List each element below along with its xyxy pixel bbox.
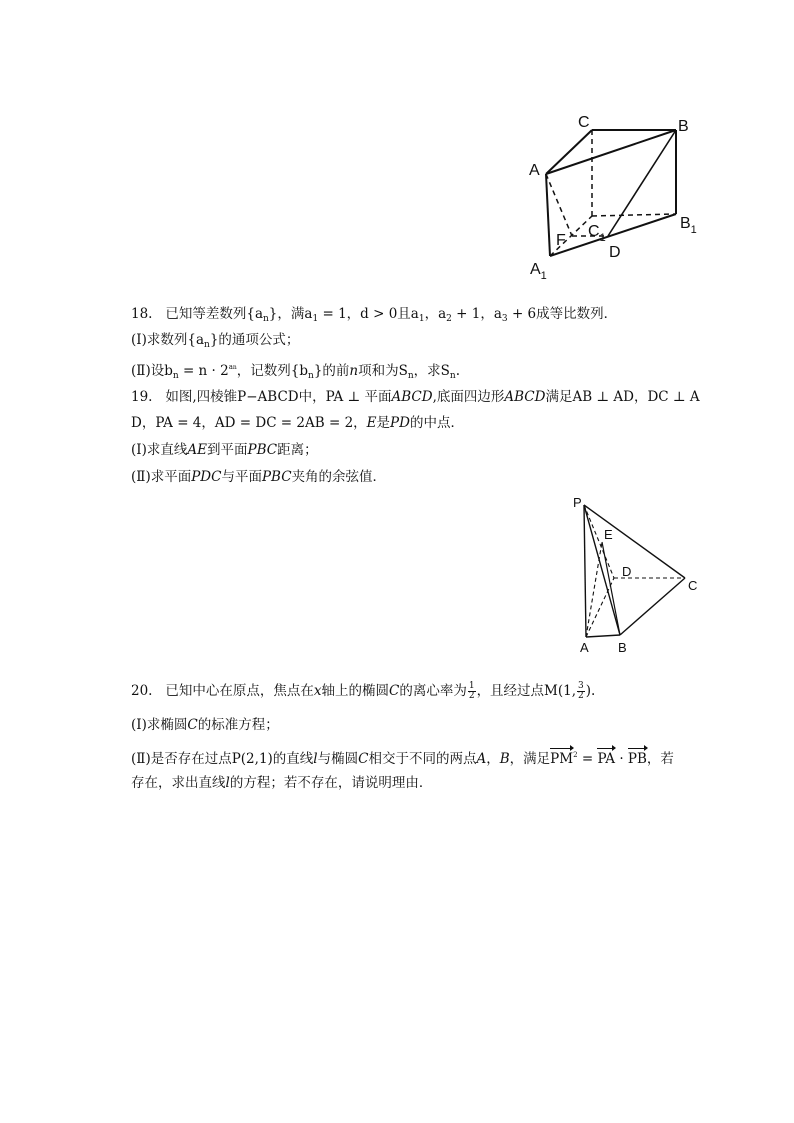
prism-figure xyxy=(520,108,720,288)
edge-ab xyxy=(586,635,620,637)
vector-pm: PM xyxy=(550,747,573,768)
label-a: A xyxy=(580,640,589,655)
q18-part2: (Ⅱ)设$b_n = n \cdot 2^{an}$，记数列$\{b_n\}$的前n项和为$S_n$，求$S_n$. xyxy=(131,363,460,381)
q20-line1: 20. 已知中心在原点，焦点在x轴上的椭圆C的离心率为 $\frac{1}{2}$ ，且经过点M(1, $\frac{3}{2}$ ). xyxy=(131,681,596,701)
q18-stem: 18. 已知等差数列$\{a_n\}$，满$a_1 = 1$，d > 0且$a_1$，$a_2 + 1$，$a_3 + 6$成等比数列． xyxy=(131,306,618,324)
q19-part2: (Ⅱ)求平面PDC与平面PBC夹角的余弦值． xyxy=(131,469,387,485)
edge-pa xyxy=(584,505,586,637)
vector-pb: PB xyxy=(628,747,647,768)
edge-be xyxy=(602,542,620,635)
point-fraction: $\frac{3}{2}$ xyxy=(578,681,584,701)
label-b: B xyxy=(618,640,627,655)
label-d: D xyxy=(622,564,632,579)
q19-part1: (Ⅰ)求直线AE到平面PBC距离； xyxy=(131,442,318,458)
label-c: C xyxy=(688,578,698,593)
edge-ad xyxy=(586,578,614,637)
vector-pa: PA xyxy=(597,747,615,768)
edge-bd xyxy=(608,130,676,236)
edge-ab xyxy=(546,130,676,174)
edge-af xyxy=(546,174,572,236)
eccentricity-fraction: $\frac{1}{2}$ xyxy=(468,681,475,701)
pyramid-figure xyxy=(564,490,714,660)
edge-c1b1 xyxy=(592,214,676,216)
label-f: F xyxy=(556,232,566,249)
q19-line1: 19. 如图,四棱锥P−ABCD中，PA ⊥ 平面ABCD,底面四边形ABCD满足AB ⊥ AD，DC ⊥ A xyxy=(131,389,700,405)
q20-part1: (Ⅰ)求椭圆C的标准方程； xyxy=(131,717,279,733)
label-e: E xyxy=(604,527,613,542)
label-b: B xyxy=(678,118,689,135)
label-b1: $B_1$ xyxy=(680,215,697,236)
edge-aa1 xyxy=(546,174,550,256)
label-a: A xyxy=(529,162,540,179)
label-d: D xyxy=(609,244,621,261)
label-a1: $A_1$ xyxy=(530,261,547,282)
q19-line2: D，PA = 4，AD = DC = 2AB = 2，E是PD的中点． xyxy=(131,415,464,431)
edge-ca xyxy=(546,130,592,174)
edge-pc xyxy=(584,505,685,578)
edge-bc xyxy=(620,578,685,635)
q20-part2-cont: 存在，求出直线l的方程；若不存在，请说明理由． xyxy=(131,775,433,791)
label-c1: $C_1$ xyxy=(588,223,606,244)
edge-ae xyxy=(586,542,602,637)
label-p: P xyxy=(573,495,582,510)
q18-part1: (Ⅰ)求数列$\{a_n\}$的通项公式； xyxy=(131,332,300,350)
q20-part2: (Ⅱ)是否存在过点P(2,1)的直线l与椭圆C相交于不同的两点A，B，满足$PM^2$ = PA · PB，若 xyxy=(131,746,674,768)
label-c: C xyxy=(578,114,590,131)
